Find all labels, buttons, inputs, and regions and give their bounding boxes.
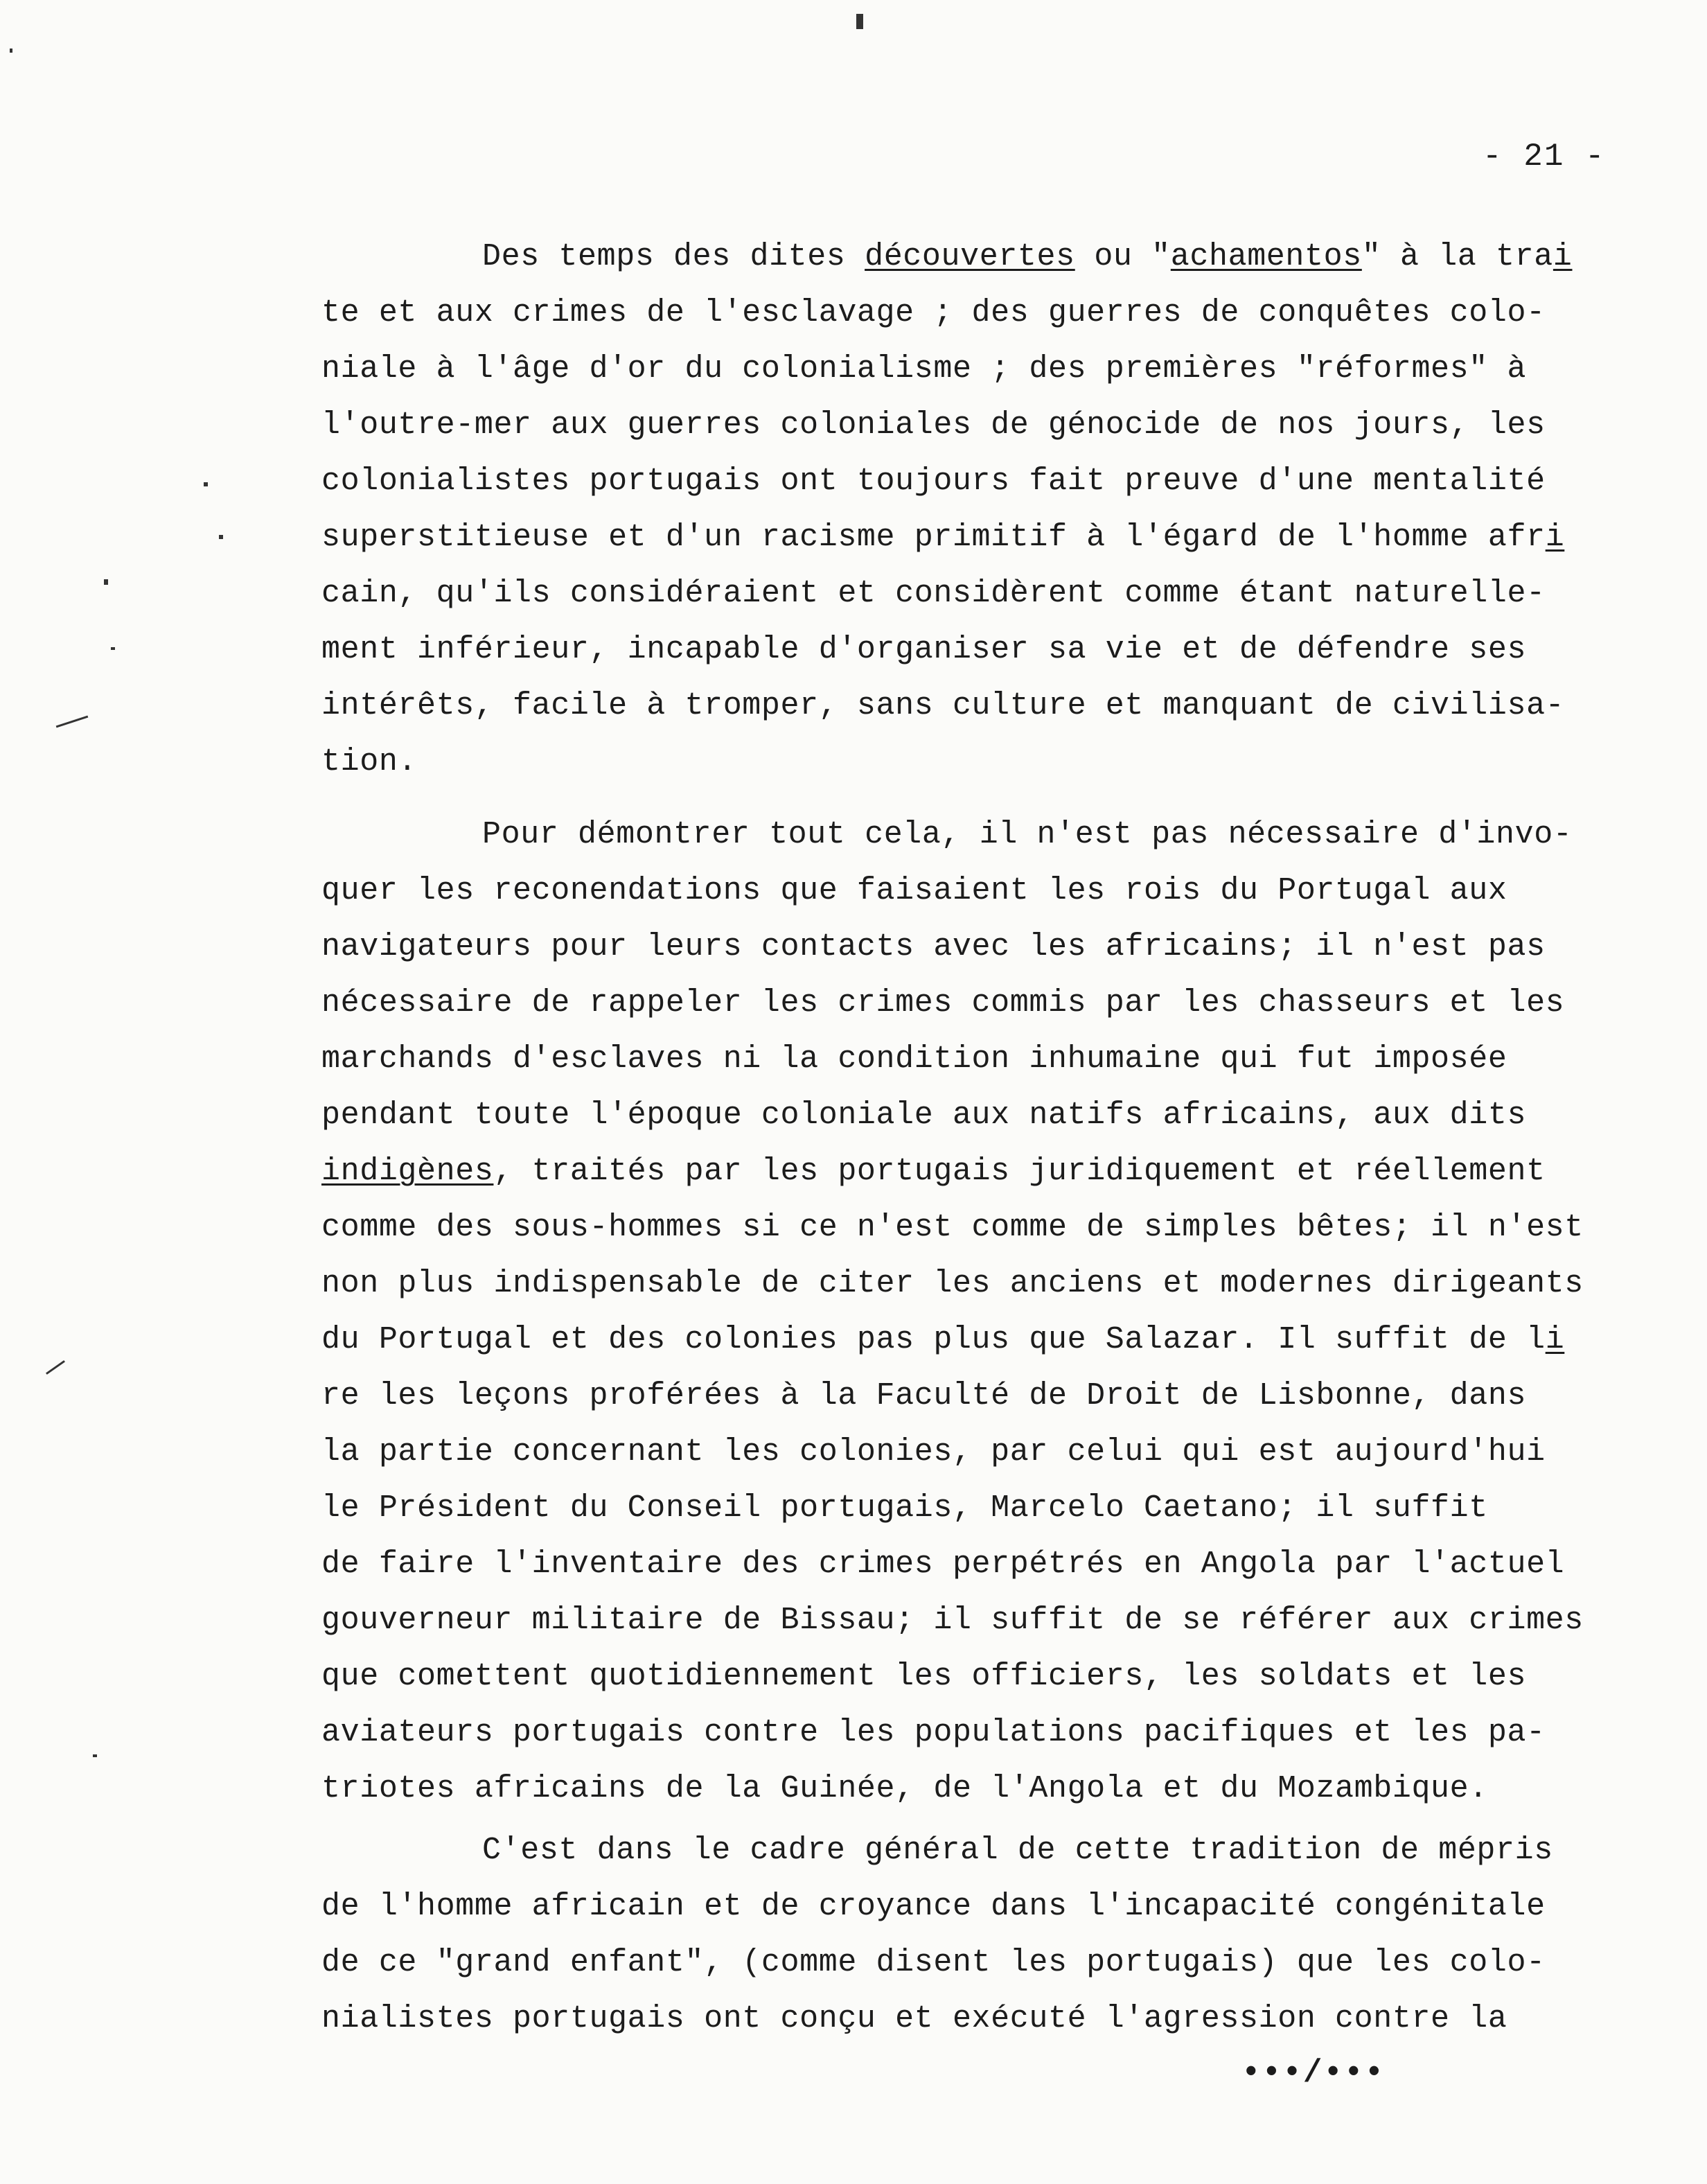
scan-speck [93,1754,97,1757]
text-line [321,919,1638,975]
text-line [321,1592,1638,1648]
text-run: pendant toute l'époque coloniale aux natifs africains, aux dits [321,1098,1527,1133]
text-run: marchands d'esclaves ni la condition inhumaine qui fut imposée [321,1041,1507,1077]
scan-speck [111,647,115,650]
text-line [321,1991,1638,2047]
text-line [321,397,1638,453]
text-line [321,1935,1638,1991]
text-run: nécessaire de rappeler les crimes commis par les chasseurs et les [321,985,1565,1021]
text-run: nialistes portugais ont conçu et exécuté l'agression contre la [321,2001,1507,2036]
text-run: le Président du Conseil portugais, Marcelo Caetano; il suffit [321,1490,1488,1526]
text-line [321,1878,1638,1935]
scan-speck [10,49,12,53]
text-line [321,863,1638,919]
text-run: intérêts, facile à tromper, sans culture et manquant de civilisa- [321,688,1565,723]
text-line [321,1256,1638,1312]
text-line [321,1536,1638,1592]
text-run: non plus indispensable de citer les anciens et modernes dirigeants [321,1266,1584,1301]
text-run: ou " [1074,239,1171,274]
text-run: cain, qu'ils considéraient et considèrent comme étant naturelle- [321,576,1546,611]
text-line [321,678,1638,734]
text-run: , traités par les portugais juridiquement et réellement [493,1154,1546,1189]
text-run: superstitieuse et d'un racisme primitif à l'égard de l'homme afr [321,520,1546,555]
text-line [321,622,1638,678]
text-line [321,1312,1638,1368]
text-run: niale à l'âge d'or du colonialisme ; des premières "réformes" à [321,351,1527,387]
text-run: re les leçons proférées à la Faculté de Droit de Lisbonne, dans [321,1378,1527,1414]
text-line [321,975,1638,1031]
text-run: colonialistes portugais ont toujours fait preuve d'une mentalité [321,464,1546,499]
scan-speck [856,14,863,29]
text-run: Des temps des dites [482,239,865,274]
paragraph [321,229,1638,790]
text-run: de faire l'inventaire des crimes perpétrés en Angola par l'actuel [321,1547,1565,1582]
text-run: tion. [321,744,418,780]
scan-speck [56,716,89,728]
underlined-text: i [1545,520,1565,555]
text-run: triotes africains de la Guinée, de l'Angola et du Mozambique. [321,1771,1488,1806]
text-line [321,1368,1638,1424]
underlined-text: i [1553,239,1573,274]
paragraph [321,807,1638,1817]
text-run: que comettent quotidiennement les officiers, les soldats et les [321,1659,1527,1694]
text-run: de ce "grand enfant", (comme disent les portugais) que les colo- [321,1945,1546,1980]
text-run: te et aux crimes de l'esclavage ; des guerres de conquêtes colo- [321,295,1546,331]
text-run: " à la tra [1361,239,1553,274]
text-line [321,509,1638,565]
text-run: du Portugal et des colonies pas plus que Salazar. Il suffit de l [321,1322,1546,1357]
text-run: navigateurs pour leurs contacts avec les africains; il n'est pas [321,929,1546,965]
text-run: aviateurs portugais contre les populations pacifiques et les pa- [321,1715,1546,1750]
text-line [321,1822,1638,1878]
text-line [321,1031,1638,1087]
text-line [321,565,1638,622]
text-run: l'outre-mer aux guerres coloniales de génocide de nos jours, les [321,407,1546,443]
text-line [321,1087,1638,1143]
text-run: de l'homme africain et de croyance dans l'incapacité congénitale [321,1889,1546,1924]
text-line [321,1424,1638,1480]
text-run: ment inférieur, incapable d'organiser sa vie et de défendre ses [321,632,1527,667]
text-run: comme des sous-hommes si ce n'est comme de simples bêtes; il n'est [321,1210,1584,1245]
scan-speck [204,482,208,486]
text-run: quer les reconendations que faisaient les rois du Portugal aux [321,873,1507,908]
text-line [321,1705,1638,1761]
underlined-text: i [1545,1322,1565,1357]
continuation-marker: •••/••• [1241,2055,1386,2091]
text-line [321,229,1638,285]
text-line [321,1761,1638,1817]
text-line [321,1143,1638,1199]
text-line [321,734,1638,790]
underlined-text: indigènes [321,1154,494,1189]
text-line [321,453,1638,509]
text-line [321,341,1638,397]
text-run: la partie concernant les colonies, par celui qui est aujourd'hui [321,1434,1546,1470]
underlined-text: achamentos [1170,239,1362,274]
text-line [321,807,1638,863]
text-run: C'est dans le cadre général de cette tradition de mépris [482,1833,1553,1868]
scan-speck [104,579,108,585]
scan-speck [46,1360,65,1375]
text-run: Pour démontrer tout cela, il n'est pas nécessaire d'invo- [482,817,1573,852]
text-run: gouverneur militaire de Bissau; il suffit de se référer aux crimes [321,1603,1584,1638]
text-line [321,285,1638,341]
paragraph [321,1822,1638,2047]
text-line [321,1648,1638,1705]
page-number: - 21 - [1483,139,1606,175]
text-line [321,1199,1638,1256]
scan-speck [219,535,223,539]
text-line [321,1480,1638,1536]
underlined-text: découvertes [865,239,1075,274]
